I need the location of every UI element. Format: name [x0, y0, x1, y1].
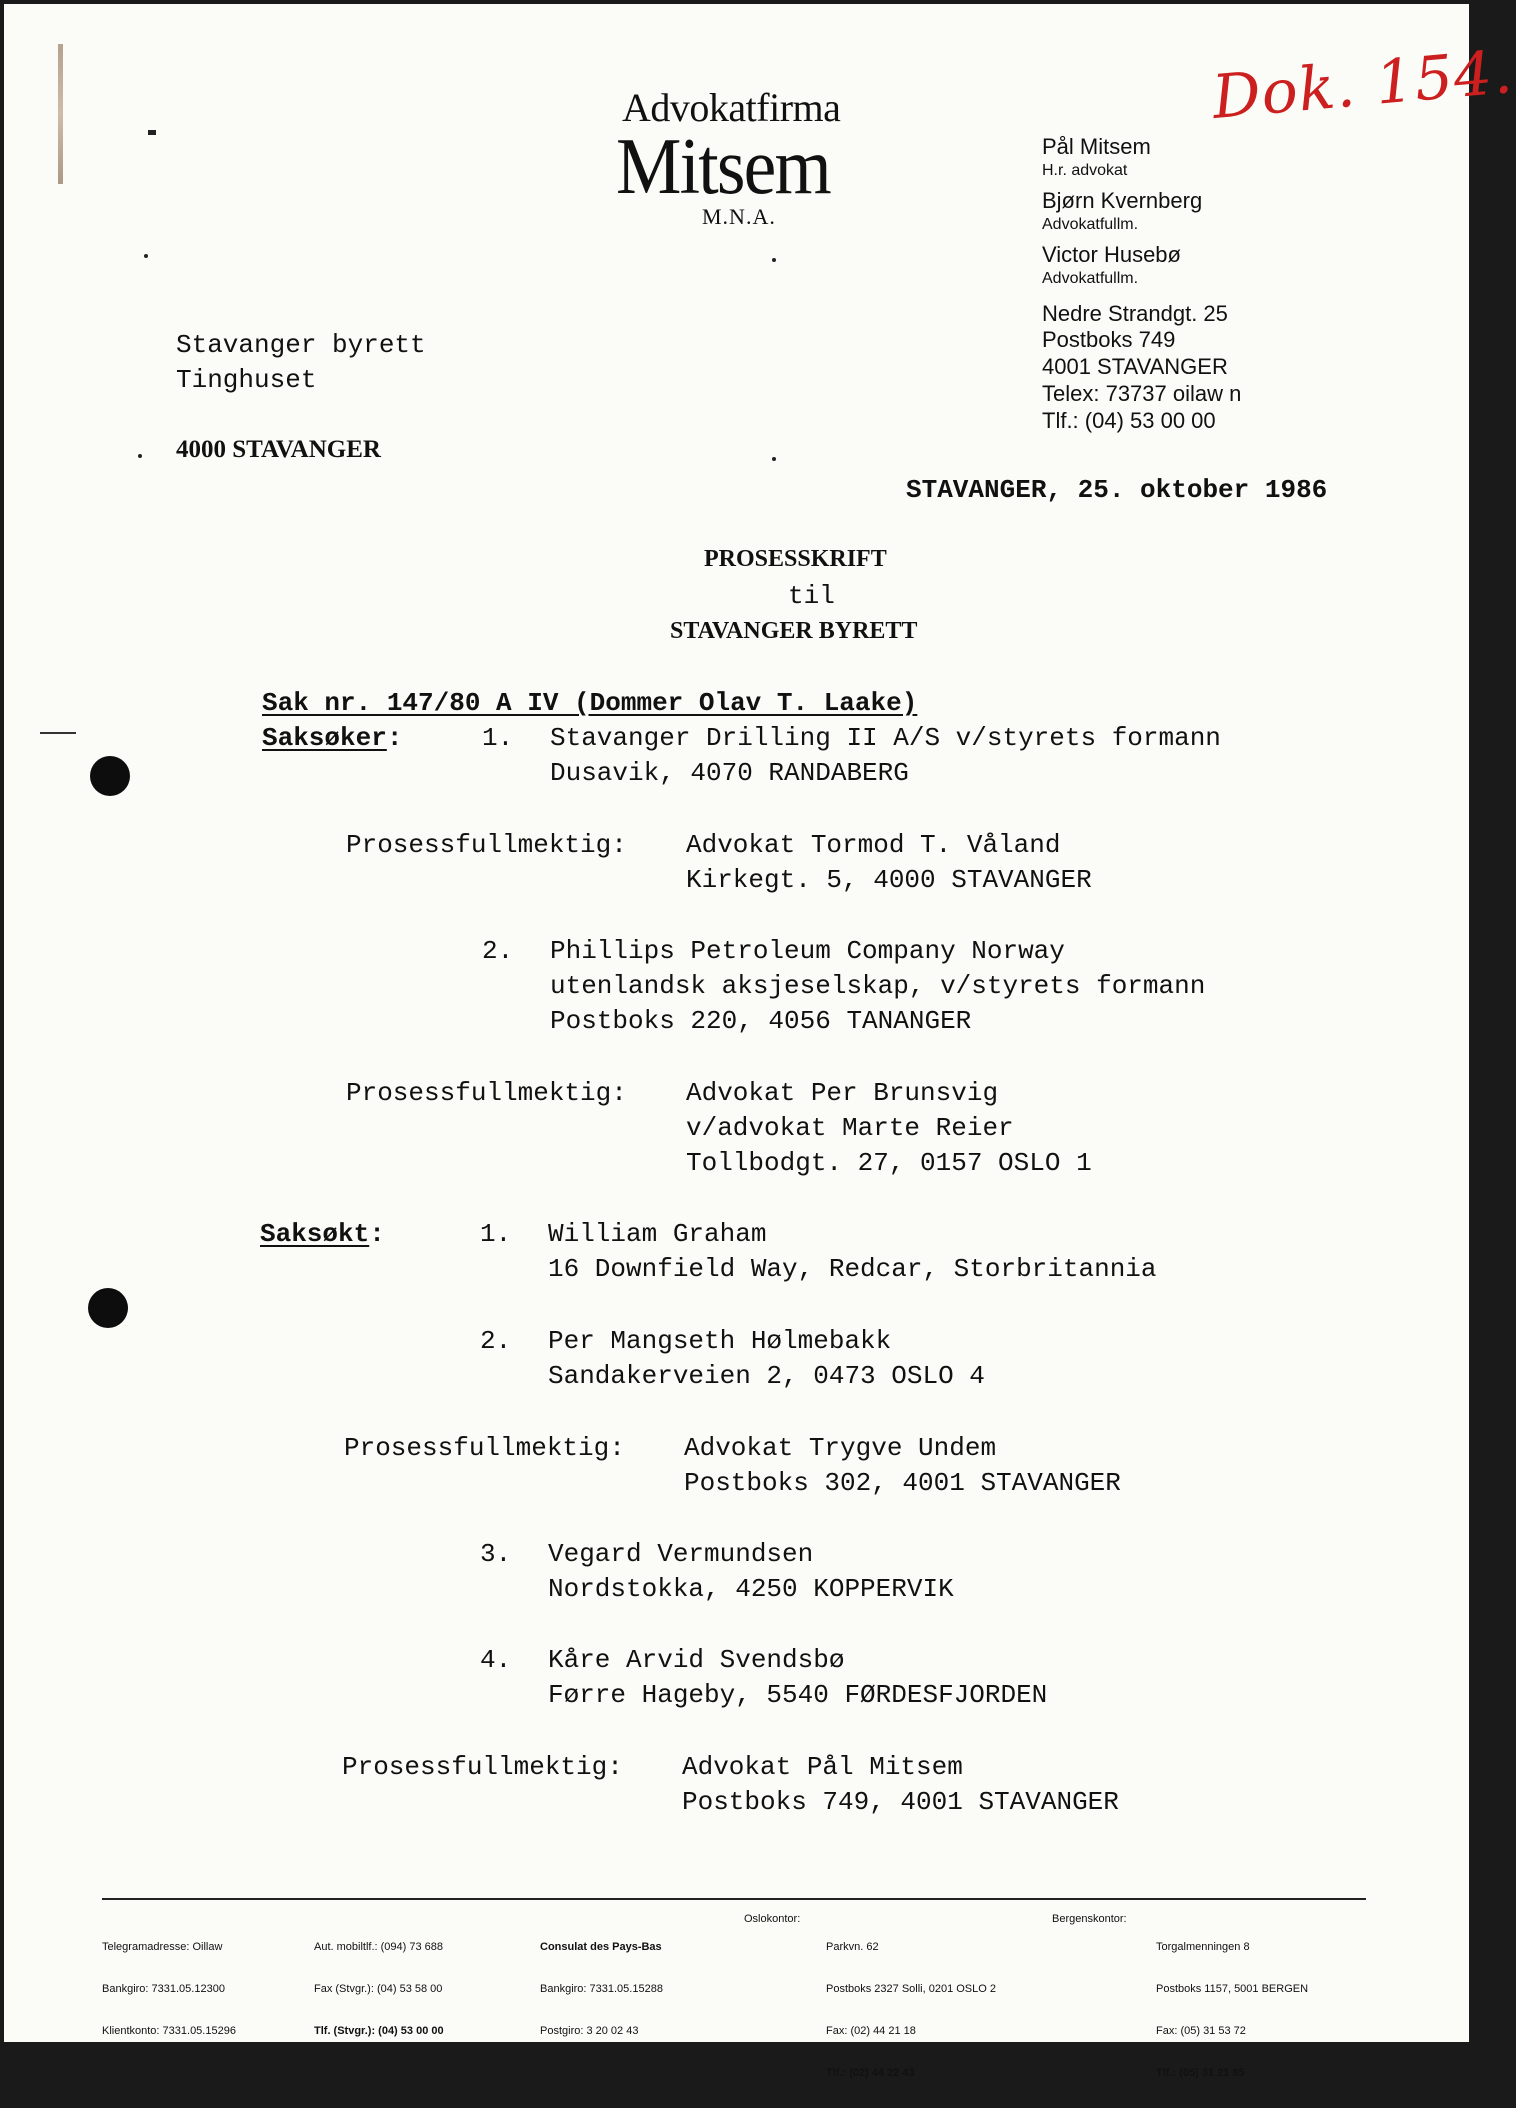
- party-line: Kåre Arvid Svendsbø: [548, 1645, 845, 1675]
- proxy-line: Tollbodgt. 27, 0157 OSLO 1: [686, 1148, 1092, 1178]
- heading-til: til: [788, 581, 835, 611]
- footer-line: Tlf.: (05) 31 21 85: [1156, 2067, 1245, 2079]
- footer-bergen-office: [1156, 1912, 1308, 2108]
- defendant-label-group: [260, 1219, 385, 1249]
- footer-line: Aut. mobiltlf.: (094) 73 688: [314, 1941, 444, 1953]
- footer-oslo-office: [826, 1912, 996, 2108]
- staff-name: Bjørn Kvernberg: [1042, 188, 1203, 213]
- footer-line: Parkvn. 62: [826, 1941, 879, 1953]
- proxy-line: Advokat Per Brunsvig: [686, 1078, 999, 1108]
- firm-abbreviation: M.N.A.: [702, 204, 776, 229]
- proxy-label: Prosessfullmektig:: [344, 1433, 625, 1463]
- party-number: 3.: [480, 1539, 512, 1569]
- recipient-line: Tinghuset: [176, 365, 317, 395]
- staple-mark: [58, 44, 63, 184]
- party-number: 1.: [480, 1219, 512, 1249]
- proxy-line: Postboks 749, 4001 STAVANGER: [682, 1787, 1119, 1817]
- party-line: Phillips Petroleum Company Norway: [550, 936, 1065, 966]
- footer-line: Klientkonto: 7331.05.15296: [102, 2025, 236, 2037]
- dot-mark: [138, 454, 142, 458]
- document-page: [4, 4, 1516, 2079]
- dot-mark: [772, 457, 776, 461]
- footer-line: Consulat des Pays-Bas: [540, 1941, 662, 1953]
- party-line: William Graham: [548, 1219, 767, 1249]
- defendant-label-colon: :: [369, 1219, 385, 1249]
- proxy-line: Kirkegt. 5, 4000 STAVANGER: [686, 865, 1092, 895]
- heading-court: STAVANGER BYRETT: [670, 618, 918, 644]
- footer-line: Fax: (02) 44 21 18: [826, 2025, 916, 2037]
- dot-mark: [144, 254, 148, 258]
- party-number: 4.: [480, 1645, 512, 1675]
- handwritten-document-number: Dok. 154.: [1209, 37, 1516, 133]
- party-line: Nordstokka, 4250 KOPPERVIK: [548, 1574, 954, 1604]
- party-line: utenlandsk aksjeselskap, v/styrets formann: [550, 971, 1206, 1001]
- party-number: 2.: [482, 936, 514, 966]
- staff-title: H.r. advokat: [1042, 162, 1128, 179]
- dot-mark: [148, 130, 156, 135]
- party-number: 1.: [482, 723, 514, 753]
- party-line: Postboks 220, 4056 TANANGER: [550, 1006, 972, 1036]
- footer-line: Fax (Stvgr.): (04) 53 58 00: [314, 1983, 443, 1995]
- staff-title: Advokatfullm.: [1042, 216, 1139, 233]
- firm-address-line: Telex: 73737 oilaw n: [1042, 381, 1242, 406]
- footer-oslo-label: Oslokontor:: [744, 1913, 801, 1925]
- footer-line: Postgiro: 3 20 02 43: [540, 2025, 639, 2037]
- proxy-label: Prosessfullmektig:: [346, 830, 627, 860]
- proxy-line: Advokat Pål Mitsem: [682, 1752, 963, 1782]
- footer-column-consulate: [540, 1912, 663, 2066]
- staff-name: Victor Husebø: [1042, 242, 1181, 267]
- footer-line: Tlf. (Stvgr.): (04) 53 00 00: [314, 2025, 444, 2037]
- footer-line: Telegramadresse: Oillaw: [102, 1941, 223, 1953]
- proxy-line: Advokat Trygve Undem: [684, 1433, 997, 1463]
- plaintiff-label-colon: :: [386, 723, 403, 753]
- staff-name: Pål Mitsem: [1042, 134, 1151, 159]
- party-line: Per Mangseth Hølmebakk: [548, 1326, 892, 1356]
- footer-column-contact: [102, 1912, 236, 2066]
- recipient-line: Stavanger byrett: [176, 330, 426, 360]
- proxy-line: Postboks 302, 4001 STAVANGER: [684, 1468, 1121, 1498]
- footer-line: Bankgiro: 7331.05.15288: [540, 1983, 663, 1995]
- proxy-line: Advokat Tormod T. Våland: [686, 830, 1061, 860]
- plaintiff-label-group: [262, 723, 402, 753]
- heading-title: PROSESSKRIFT: [704, 546, 887, 572]
- proxy-line: v/advokat Marte Reier: [686, 1113, 1014, 1143]
- proxy-label: Prosessfullmektig:: [346, 1078, 627, 1108]
- proxy-label: Prosessfullmektig:: [342, 1752, 623, 1782]
- footer-line: Fax: (05) 31 53 72: [1156, 2025, 1246, 2037]
- plaintiff-label: Saksøker: [262, 723, 387, 753]
- party-line: Dusavik, 4070 RANDABERG: [550, 758, 909, 788]
- margin-mark: [40, 732, 76, 734]
- party-line: Førre Hageby, 5540 FØRDESFJORDEN: [548, 1680, 1048, 1710]
- punch-hole-top: [90, 756, 130, 796]
- staff-title: Advokatfullm.: [1042, 270, 1139, 287]
- footer-line: Bankgiro: 7331.05.12300: [102, 1983, 225, 1995]
- party-line: Sandakerveien 2, 0473 OSLO 4: [548, 1361, 985, 1391]
- date-line: STAVANGER, 25. oktober 1986: [906, 475, 1328, 505]
- party-number: 2.: [480, 1326, 512, 1356]
- case-number-line: Sak nr. 147/80 A IV (Dommer Olav T. Laake): [262, 688, 918, 718]
- party-line: Stavanger Drilling II A/S v/styrets formann: [550, 723, 1221, 753]
- firm-address-line: Postboks 749: [1042, 327, 1176, 352]
- defendant-label: Saksøkt: [260, 1219, 370, 1249]
- firm-address-line: Nedre Strandgt. 25: [1042, 301, 1228, 326]
- punch-hole-bottom: [88, 1288, 128, 1328]
- footer-line: Postboks 2327 Solli, 0201 OSLO 2: [826, 1983, 996, 1995]
- recipient-city: 4000 STAVANGER: [176, 436, 381, 463]
- firm-address-line: 4001 STAVANGER: [1042, 354, 1228, 379]
- firm-label: Advokatfirma: [622, 85, 841, 130]
- party-line: 16 Downfield Way, Redcar, Storbritannia: [548, 1254, 1157, 1284]
- footer-line: Postboks 1157, 5001 BERGEN: [1156, 1983, 1309, 1995]
- footer-bergen-label: Bergenskontor:: [1052, 1913, 1127, 1925]
- footer-line: Tlf.: (02) 44 22 43: [826, 2067, 915, 2079]
- footer-line: Torgalmenningen 8: [1156, 1941, 1250, 1953]
- dot-mark: [772, 258, 776, 262]
- footer-divider: [102, 1898, 1366, 1900]
- firm-address-line: Tlf.: (04) 53 00 00: [1042, 408, 1216, 433]
- party-line: Vegard Vermundsen: [548, 1539, 814, 1569]
- footer-column-phone: [314, 1912, 444, 2066]
- firm-name: Mitsem: [616, 123, 830, 211]
